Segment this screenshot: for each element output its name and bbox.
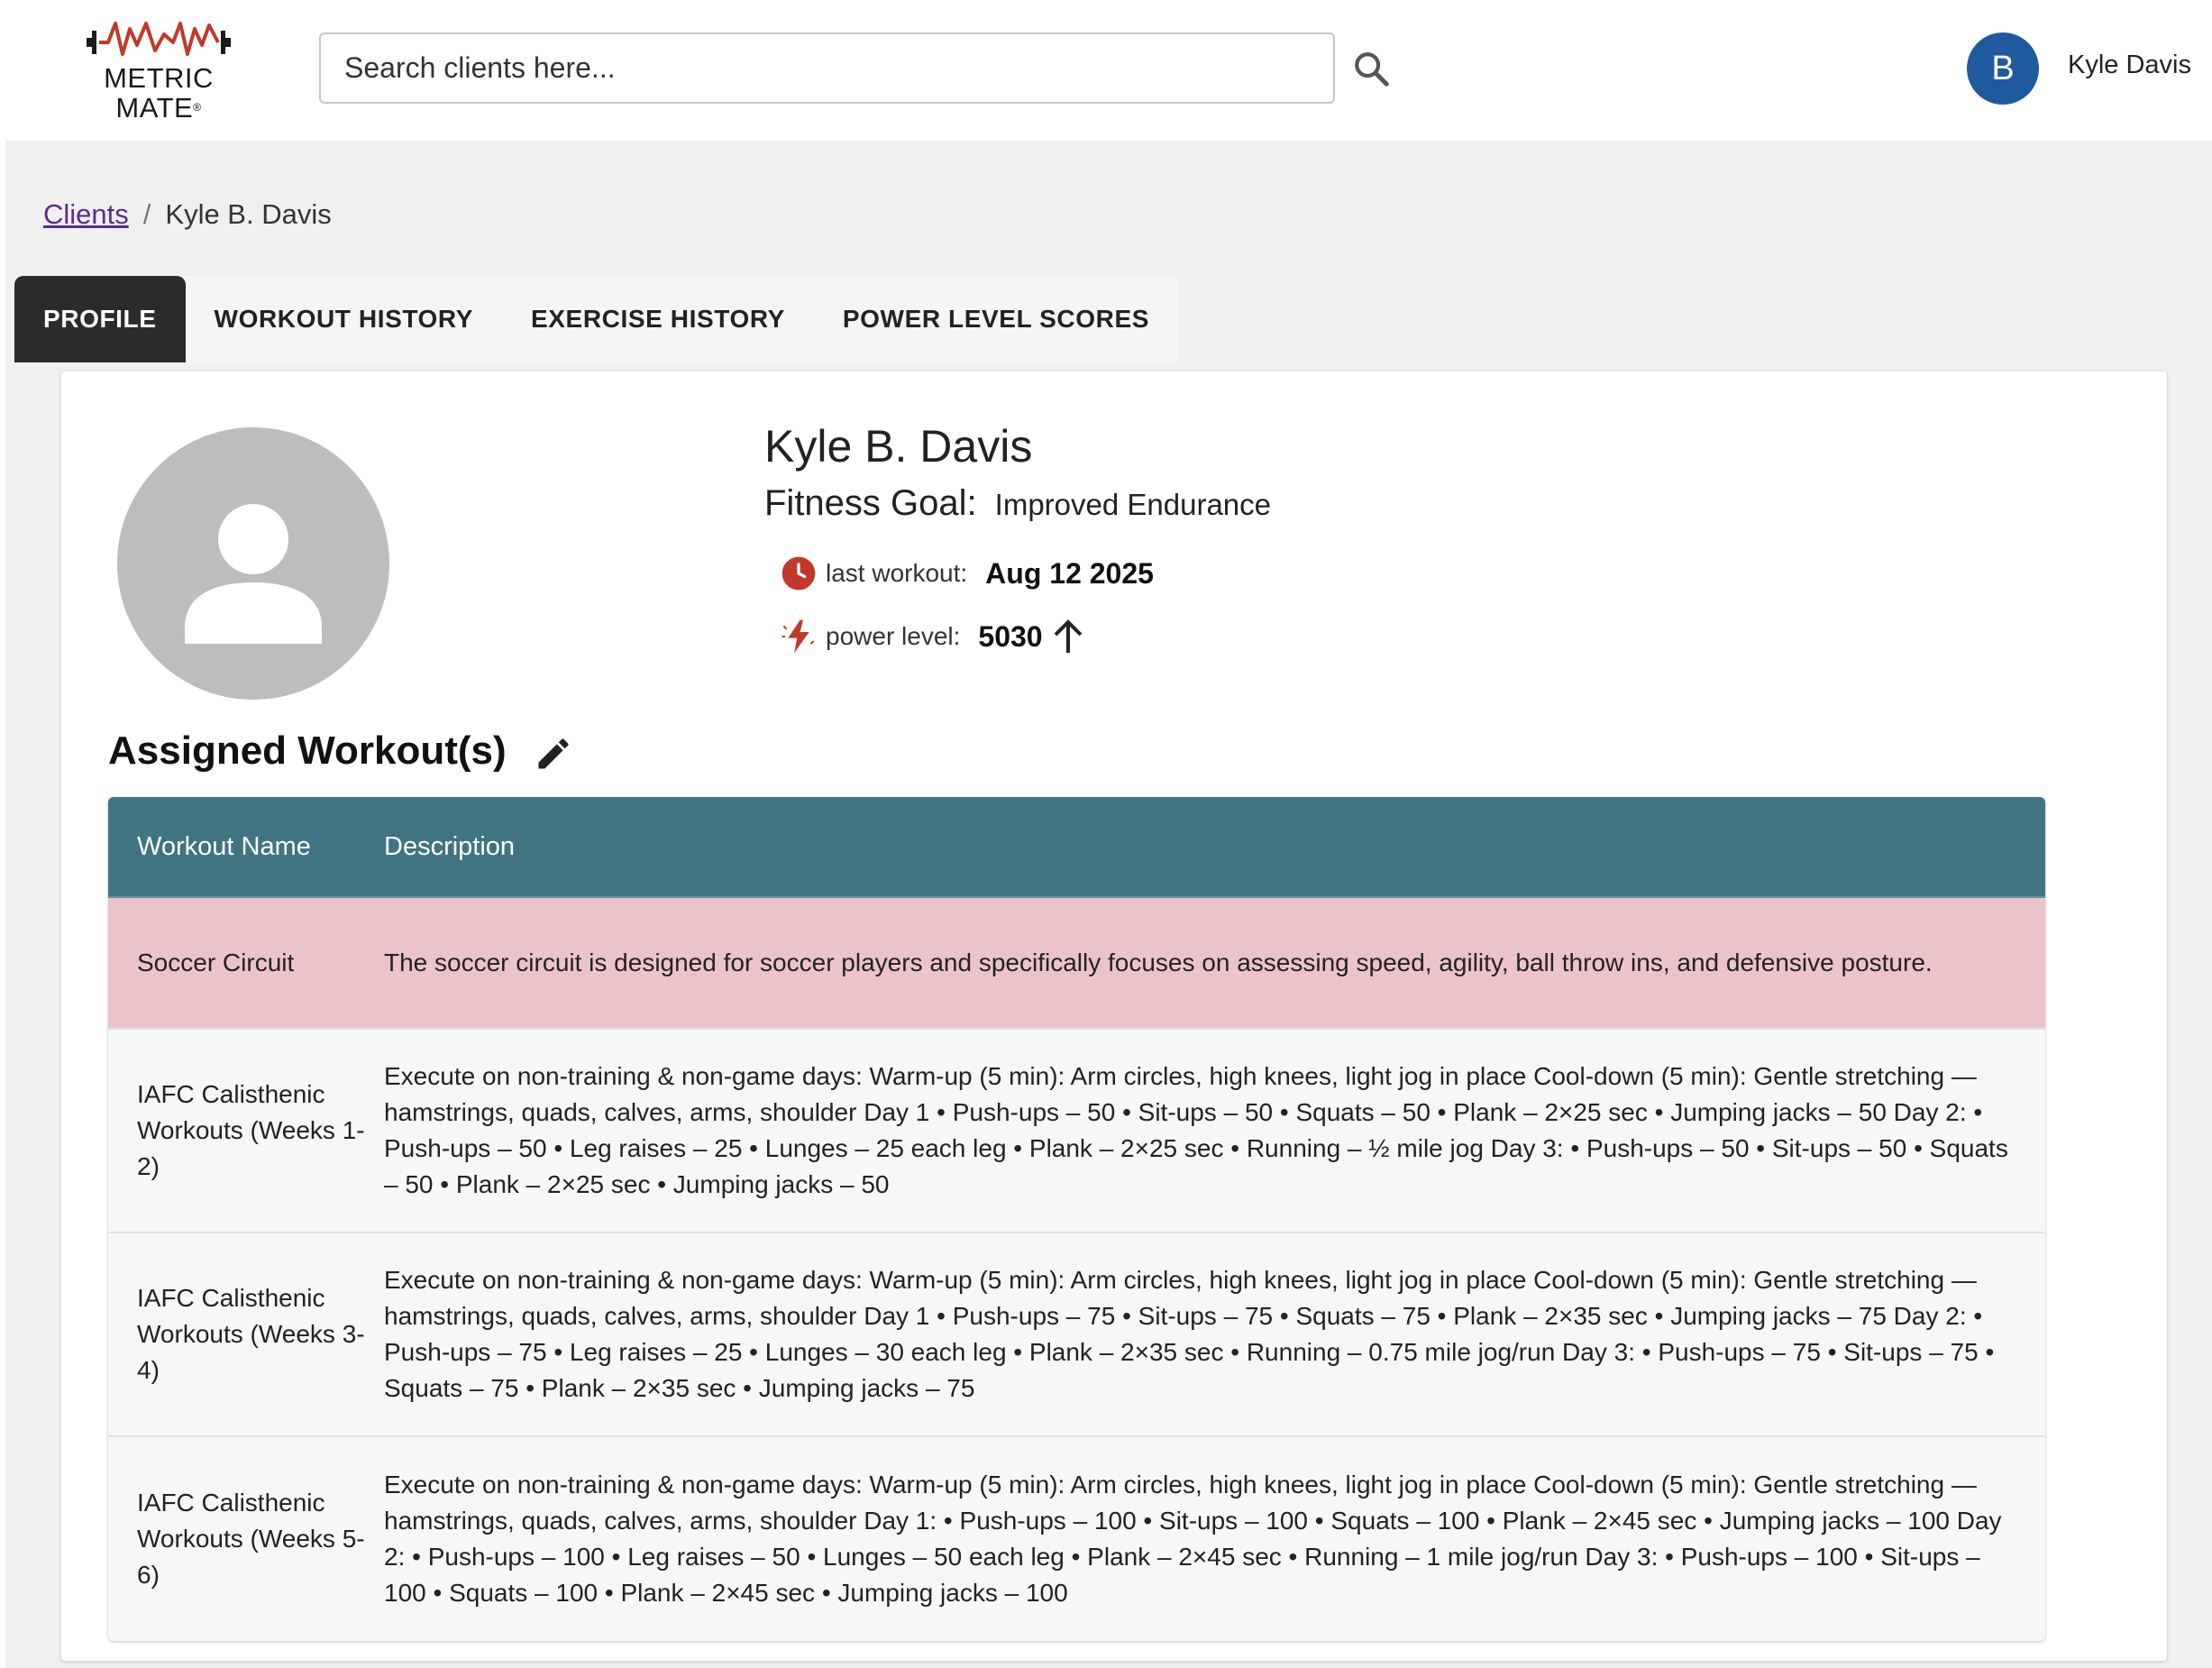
power-level-label: power level: bbox=[826, 622, 961, 650]
tab-power-level-scores[interactable]: POWER LEVEL SCORES bbox=[842, 305, 1150, 333]
client-search-field[interactable] bbox=[319, 32, 1335, 104]
fitness-goal-label: Fitness Goal: bbox=[764, 483, 977, 523]
app-header bbox=[0, 0, 2212, 141]
arrow-up-icon bbox=[1047, 615, 1090, 658]
column-header-workout-name[interactable]: Workout Name bbox=[137, 831, 311, 861]
table-row[interactable] bbox=[108, 1437, 2045, 1641]
tab-profile[interactable]: PROFILE bbox=[14, 276, 186, 362]
user-name[interactable]: Kyle Davis bbox=[2068, 50, 2191, 79]
column-header-description[interactable]: Description bbox=[384, 831, 516, 861]
logo-graphic-icon bbox=[87, 18, 231, 63]
fitness-goal-value: Improved Endurance bbox=[994, 488, 1272, 521]
metric-mate-logo[interactable] bbox=[87, 18, 231, 126]
tab-workout-history[interactable]: WORKOUT HISTORY bbox=[214, 305, 473, 333]
last-workout-label: last workout: bbox=[826, 559, 968, 587]
search-input[interactable] bbox=[321, 34, 1333, 102]
search-icon[interactable] bbox=[1350, 48, 1392, 89]
assigned-workouts-table bbox=[108, 797, 2045, 1641]
breadcrumb bbox=[43, 198, 332, 231]
power-level-value: 5030 bbox=[978, 619, 1043, 653]
tab-exercise-history[interactable]: EXERCISE HISTORY bbox=[531, 305, 785, 333]
client-tabs bbox=[14, 276, 1178, 362]
table-row[interactable] bbox=[108, 1030, 2045, 1233]
clock-icon bbox=[781, 555, 817, 591]
table-row[interactable] bbox=[108, 898, 2045, 1030]
last-workout-value: Aug 12 2025 bbox=[985, 556, 1154, 590]
breadcrumb-clients-link[interactable]: Clients bbox=[43, 198, 129, 230]
workout-description-cell: Execute on non-training & non-game days: Warm-up (5 min): Arm circles, high knees, light jog in place Cool-down (5 min): Gentle stretching — hamstrings, quads, calves, arms, shoulder Day 1: • Push-ups – 100 • Sit-ups – 100 • Squats – 100 • Plank – 2×45 sec • Jumping jacks – 100 Day 2: • Push-ups – 100 • Leg raises – 50 • Lunges – 50 each leg • Plank – 2×45 sec • Running – 1 mile jog/run Day 3: • Push-ups – 100 • Sit-ups – 100 • Squats – 100 • Plank – 2×45 sec • Jumping jacks – 100 bbox=[384, 1471, 2002, 1607]
workout-name-cell: IAFC Calisthenic Workouts (Weeks 3-4) bbox=[137, 1284, 365, 1384]
person-placeholder-icon bbox=[117, 427, 389, 700]
workout-name-cell: IAFC Calisthenic Workouts (Weeks 5-6) bbox=[137, 1489, 365, 1589]
workout-name-cell: Soccer Circuit bbox=[137, 949, 295, 976]
table-row[interactable] bbox=[108, 1233, 2045, 1437]
table-header bbox=[108, 797, 2045, 898]
breadcrumb-current: Kyle B. Davis bbox=[165, 198, 332, 230]
fitness-goal bbox=[764, 483, 1271, 524]
pencil-icon[interactable] bbox=[534, 734, 573, 774]
lightning-bolt-icon bbox=[781, 619, 817, 655]
client-name: Kyle B. Davis bbox=[764, 421, 1033, 472]
workout-name-cell: IAFC Calisthenic Workouts (Weeks 1-2) bbox=[137, 1080, 365, 1180]
assigned-workouts-title: Assigned Workout(s) bbox=[108, 729, 507, 773]
workout-description-cell: Execute on non-training & non-game days: Warm-up (5 min): Arm circles, high knees, light jog in place Cool-down (5 min): Gentle stretching — hamstrings, quads, calves, arms, shoulder Day 1 • Push-ups – 50 • Sit-ups – 50 • Squats – 50 • Plank – 2×25 sec • Jumping jacks – 50 Day 2: • Push-ups – 50 • Leg raises – 25 • Lunges – 25 each leg • Plank – 2×25 sec • Running – ½ mile jog Day 3: • Push-ups – 50 • Sit-ups – 50 • Squats – 50 • Plank – 2×25 sec • Jumping jacks – 50 bbox=[384, 1062, 2008, 1198]
last-workout-row bbox=[781, 555, 1154, 591]
user-avatar[interactable]: B bbox=[1967, 32, 2039, 105]
logo-wordmark: METRIC MATE® bbox=[104, 62, 214, 124]
workout-description-cell: The soccer circuit is designed for soccer players and specifically focuses on assessing speed, agility, ball throw ins, and defensive posture. bbox=[384, 949, 1933, 976]
power-level-row bbox=[781, 615, 1090, 658]
workout-description-cell: Execute on non-training & non-game days: Warm-up (5 min): Arm circles, high knees, light jog in place Cool-down (5 min): Gentle stretching — hamstrings, quads, calves, arms, shoulder Day 1 • Push-ups – 75 • Sit-ups – 75 • Squats – 75 • Plank – 2×35 sec • Jumping jacks – 75 Day 2: • Push-ups – 75 • Leg raises – 25 • Lunges – 30 each leg • Plank – 2×35 sec • Running – 0.75 mile jog/run Day 3: • Push-ups – 75 • Sit-ups – 75 • Squats – 75 • Plank – 2×35 sec • Jumping jacks – 75 bbox=[384, 1266, 1995, 1402]
breadcrumb-separator: / bbox=[142, 198, 151, 230]
